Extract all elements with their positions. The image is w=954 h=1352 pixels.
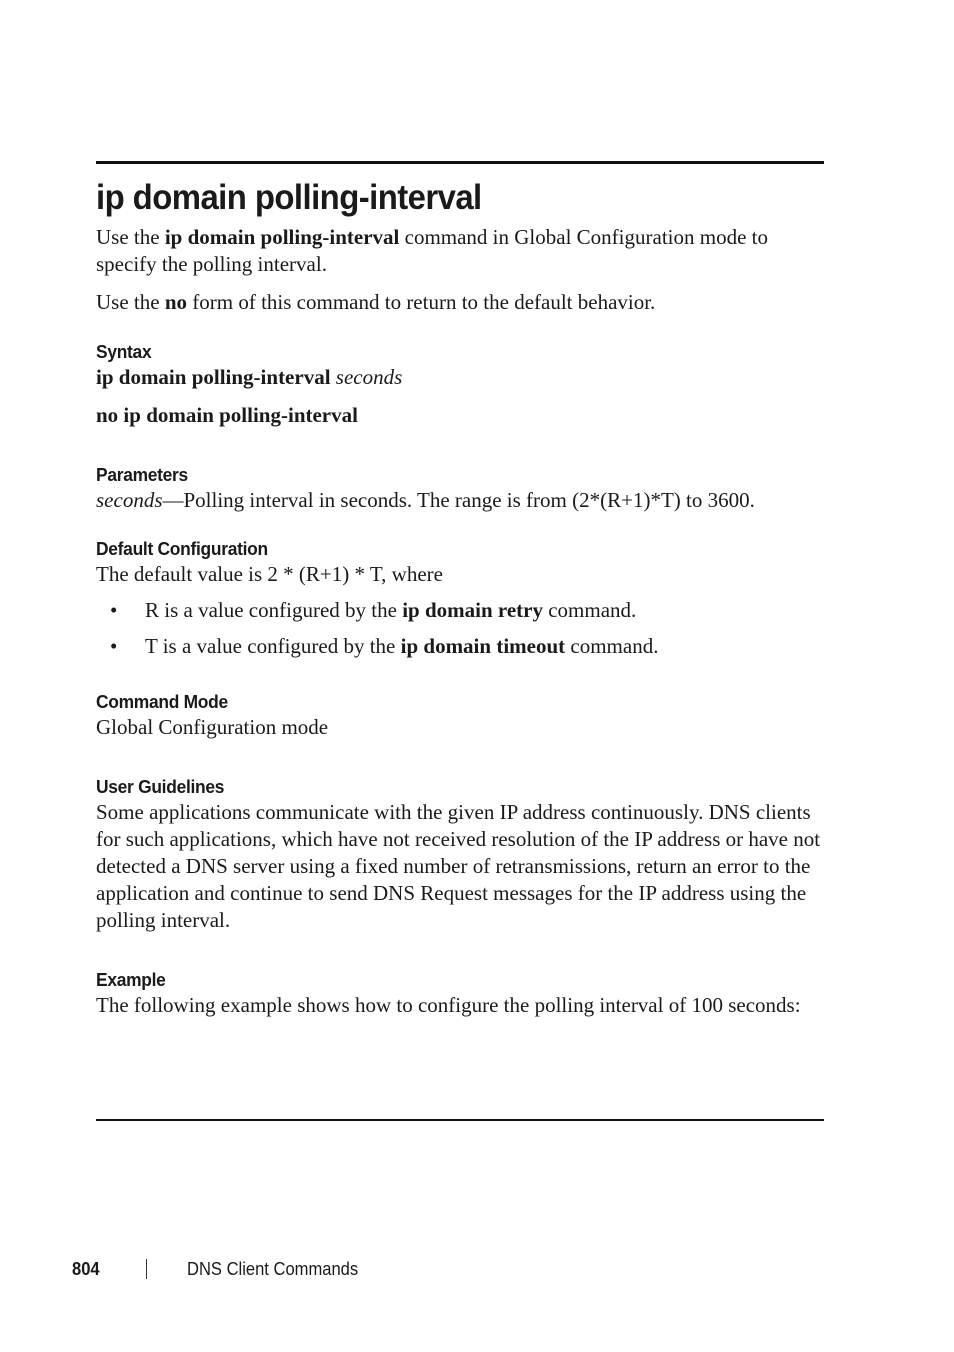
default-config-section: [96, 537, 824, 660]
parameter-description: seconds—Polling interval in seconds. The range is from (2*(R+1)*T) to 3600.: [96, 488, 755, 512]
footer-separator: [146, 1259, 147, 1279]
page-content: [96, 161, 824, 1030]
syntax-section: [96, 340, 824, 429]
syntax-line-1: ip domain polling-interval seconds: [96, 365, 403, 389]
parameter-name: seconds: [96, 488, 163, 512]
parameters-heading: Parameters: [96, 464, 188, 485]
no-keyword: no: [164, 290, 188, 314]
user-guidelines-heading: User Guidelines: [96, 776, 225, 797]
top-rule: [96, 161, 824, 164]
chapter-title: DNS Client Commands: [187, 1259, 359, 1279]
intro-paragraph-1: Use the ip domain polling-interval command in Global Configuration mode to specify the polling interval.: [96, 225, 768, 276]
example-text: The following example shows how to configure the polling interval of 100 seconds:: [96, 993, 801, 1017]
command-name: ip domain polling-interval: [164, 225, 400, 249]
page-number: 804: [72, 1259, 100, 1279]
command-mode-section: [96, 690, 824, 741]
default-config-text: The default value is 2 * (R+1) * T, where: [96, 562, 443, 586]
default-config-heading: Default Configuration: [96, 538, 268, 559]
parameters-section: [96, 463, 824, 514]
syntax-line-2: no ip domain polling-interval: [96, 403, 358, 427]
bottom-rule: [96, 1119, 824, 1121]
bullet-icon: •: [110, 634, 118, 658]
example-heading: Example: [96, 969, 166, 990]
command-mode-text: Global Configuration mode: [96, 715, 329, 739]
syntax-heading: Syntax: [96, 341, 152, 362]
list-item: • R is a value configured by the ip domain retry command.: [110, 598, 637, 622]
command-mode-heading: Command Mode: [96, 691, 228, 712]
page-title: ip domain polling-interval: [96, 178, 482, 217]
example-section: [96, 968, 824, 1019]
list-item: • T is a value configured by the ip domain timeout command.: [110, 634, 659, 658]
bullet-icon: •: [110, 598, 118, 622]
intro-paragraph-2: Use the no form of this command to return to the default behavior.: [96, 290, 656, 314]
user-guidelines-text: Some applications communicate with the given IP address continuously. DNS clients for such applications, which have not received resolution of the IP address or have not detected a DNS server using a fixed number of retransmissions, return an error to the application and continue to send DNS Request messages for the IP address using the polling interval.: [96, 800, 821, 932]
syntax-argument: seconds: [335, 365, 403, 389]
user-guidelines-section: [96, 775, 824, 934]
default-config-list: [96, 597, 824, 660]
